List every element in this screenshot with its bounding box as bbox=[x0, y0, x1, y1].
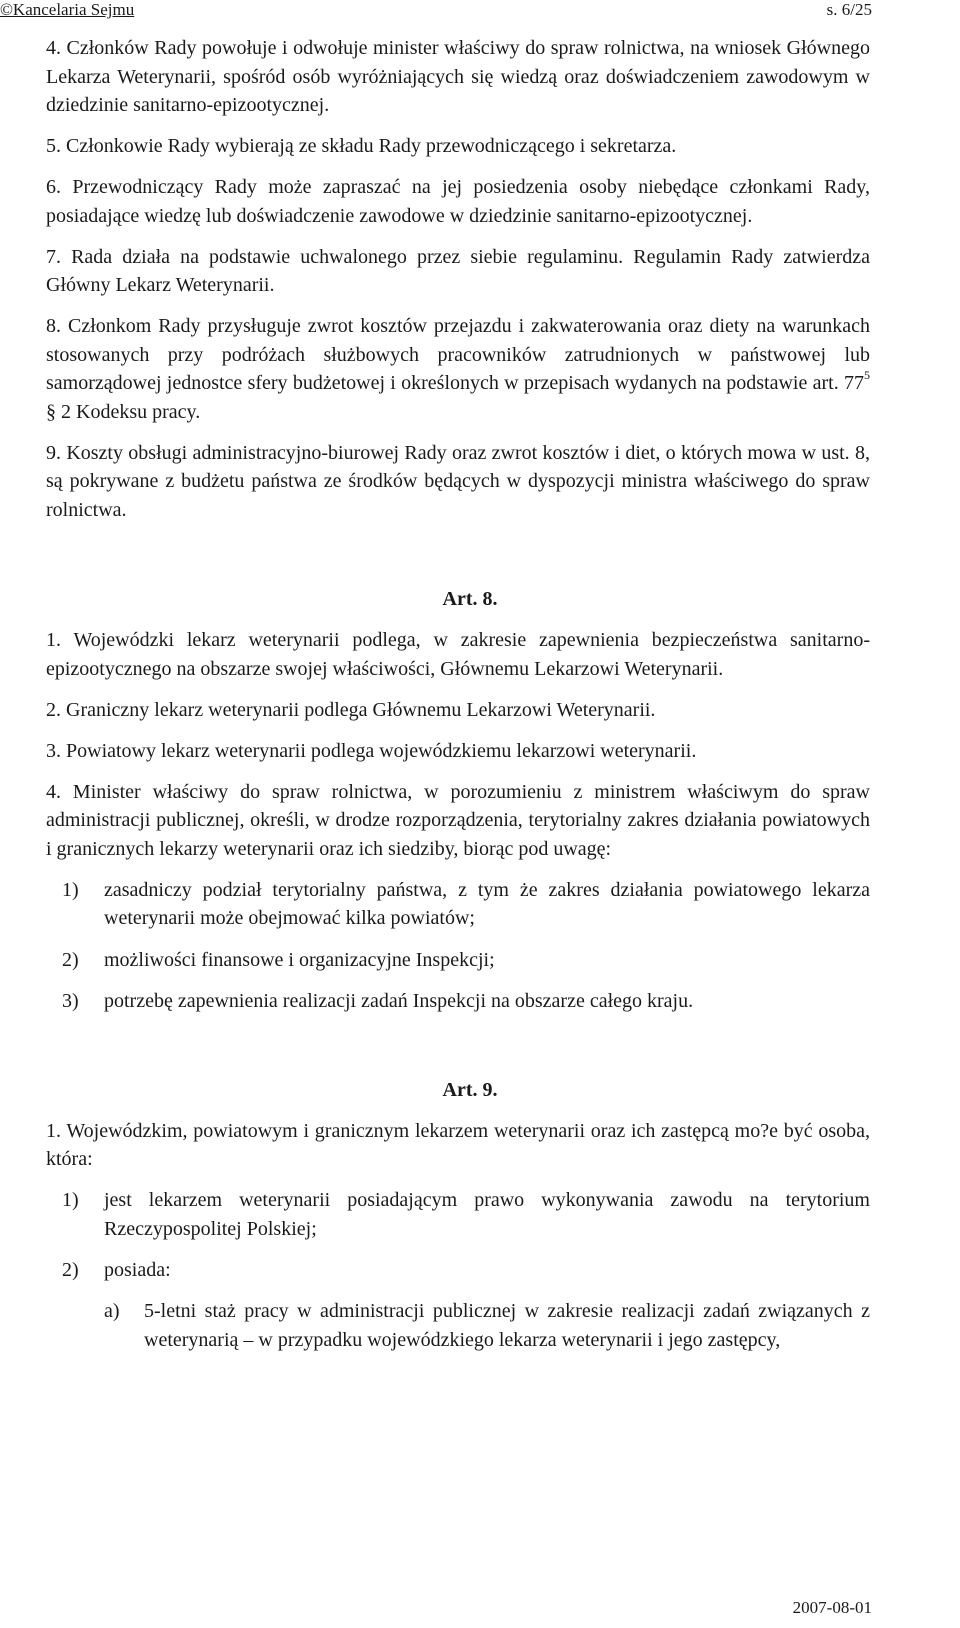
section-gap bbox=[46, 537, 870, 579]
page-header bbox=[0, 0, 960, 22]
art7-para-8-text-end: § 2 Kodeksu pracy. bbox=[46, 400, 201, 423]
footer-date: 2007-08-01 bbox=[792, 1598, 872, 1617]
header-source bbox=[0, 0, 134, 20]
art8-list-item-3-number: 3) bbox=[62, 989, 79, 1012]
art9-list-item-2 bbox=[62, 1256, 870, 1285]
art7-para-8-superscript: 5 bbox=[864, 368, 870, 383]
art7-para-6: 6. Przewodniczący Rady może zapraszać na jej posiedzenia osoby niebędące członkami Rady, posiadające wiedzę lub doświadczenie zawodowe w dziedzinie sanitarno-epizootycznej. bbox=[46, 176, 870, 227]
art8-list-item-3 bbox=[62, 987, 870, 1016]
art8-list-item-2 bbox=[62, 946, 870, 975]
art9-para-1: 1. Wojewódzkim, powiatowym i granicznym lekarzem weterynarii oraz ich zastępcą mo?e być osoba, która: bbox=[46, 1119, 870, 1171]
art7-para-5: 5. Członkowie Rady wybierają ze składu Rady przewodniczącego i sekretarza. bbox=[46, 135, 677, 158]
page-number: s. 6/25 bbox=[826, 0, 872, 19]
art9-heading: Art. 9. bbox=[442, 1078, 498, 1101]
art8-para-2: 2. Graniczny lekarz weterynarii podlega Głównemu Lekarzowi Weterynarii. bbox=[46, 698, 656, 721]
art8-list-item-1-text: zasadniczy podział terytorialny państwa, z tym że zakres działania powiatowego lekarza weterynarii może obejmować kilka powiatów; bbox=[104, 878, 870, 930]
art8-list-item-3-text: potrzebę zapewnienia realizacji zadań Inspekcji na obszarze całego kraju. bbox=[104, 989, 694, 1012]
art7-para-9: 9. Koszty obsługi administracyjno-biurowej Rady oraz zwrot kosztów i diet, o których mowa w ust. 8, są pokrywane z budżetu państwa ze środków będących w dyspozycji ministra właściwego do spraw rolnictwa. bbox=[46, 441, 870, 521]
art8-list-item-2-text: możliwości finansowe i organizacyjne Inspekcji; bbox=[104, 948, 495, 971]
art9-list-item-1 bbox=[62, 1186, 870, 1243]
art9-list-item-1-text: jest lekarzem weterynarii posiadającym prawo wykonywania zawodu na terytorium Rzeczypospolitej Polskiej; bbox=[104, 1189, 870, 1240]
art7-para-7: 7. Rada działa na podstawie uchwalonego przez siebie regulaminu. Regulamin Rady zatwierdza Główny Lekarz Weterynarii. bbox=[46, 245, 870, 297]
art8-list-item-2-number: 2) bbox=[62, 948, 79, 971]
art8-para-3: 3. Powiatowy lekarz weterynarii podlega wojewódzkiemu lekarzowi weterynarii. bbox=[46, 739, 697, 762]
art9-list-item-2-text: posiada: bbox=[104, 1258, 171, 1281]
art9-sublist-item-a bbox=[104, 1297, 870, 1354]
art8-heading: Art. 8. bbox=[442, 588, 498, 611]
art9-list-item-2-number: 2) bbox=[62, 1258, 79, 1281]
art8-para-4: 4. Minister właściwy do spraw rolnictwa, w porozumieniu z ministrem właściwym do spraw administracji publicznej, określi, w drodze rozporządzenia, terytorialny zakres działania powiatowych i granicznych lekarzy weterynarii oraz ich siedziby, biorąc pod uwagę: bbox=[46, 780, 870, 860]
art7-para-8 bbox=[46, 312, 870, 426]
kancelaria-sejmu-link[interactable]: ©Kancelaria Sejmu bbox=[0, 0, 135, 19]
art8-list-item-1 bbox=[62, 876, 870, 933]
art7-para-4: 4. Członków Rady powołuje i odwołuje minister właściwy do spraw rolnictwa, na wniosek Głównego Lekarza Weterynarii, spośród osób wyróżniających się wiedzą oraz doświadczeniem zawodowym w dziedzinie sanitarno-epizootycznej. bbox=[46, 37, 870, 116]
document-body bbox=[46, 34, 870, 1367]
art8-para-1: 1. Wojewódzki lekarz weterynarii podlega, w zakresie zapewnienia bezpieczeństwa sanitarno-epizootycznego na obszarze swojej właściwości, Głównemu Lekarzowi Weterynarii. bbox=[46, 629, 870, 680]
art7-para-8-text: 8. Członkom Rady przysługuje zwrot kosztów przejazdu i zakwaterowania oraz diety na warunkach stosowanych przy podróżach służbowych pracowników zatrudnionych w państwowej lub samorządowej jednostce sfery budżetowej i określonych w przepisach wydanych na podstawie art. 77 bbox=[46, 315, 870, 395]
art9-sublist-item-a-letter: a) bbox=[104, 1300, 120, 1322]
art9-sublist-item-a-text: 5-letni staż pracy w administracji publicznej w zakresie realizacji zadań związanych z weterynarią – w przypadku wojewódzkiego lekarza weterynarii i jego zastępcy, bbox=[144, 1300, 870, 1351]
art8-list-item-1-number: 1) bbox=[62, 878, 79, 901]
section-gap bbox=[46, 1028, 870, 1070]
art9-list-item-1-number: 1) bbox=[62, 1189, 79, 1212]
